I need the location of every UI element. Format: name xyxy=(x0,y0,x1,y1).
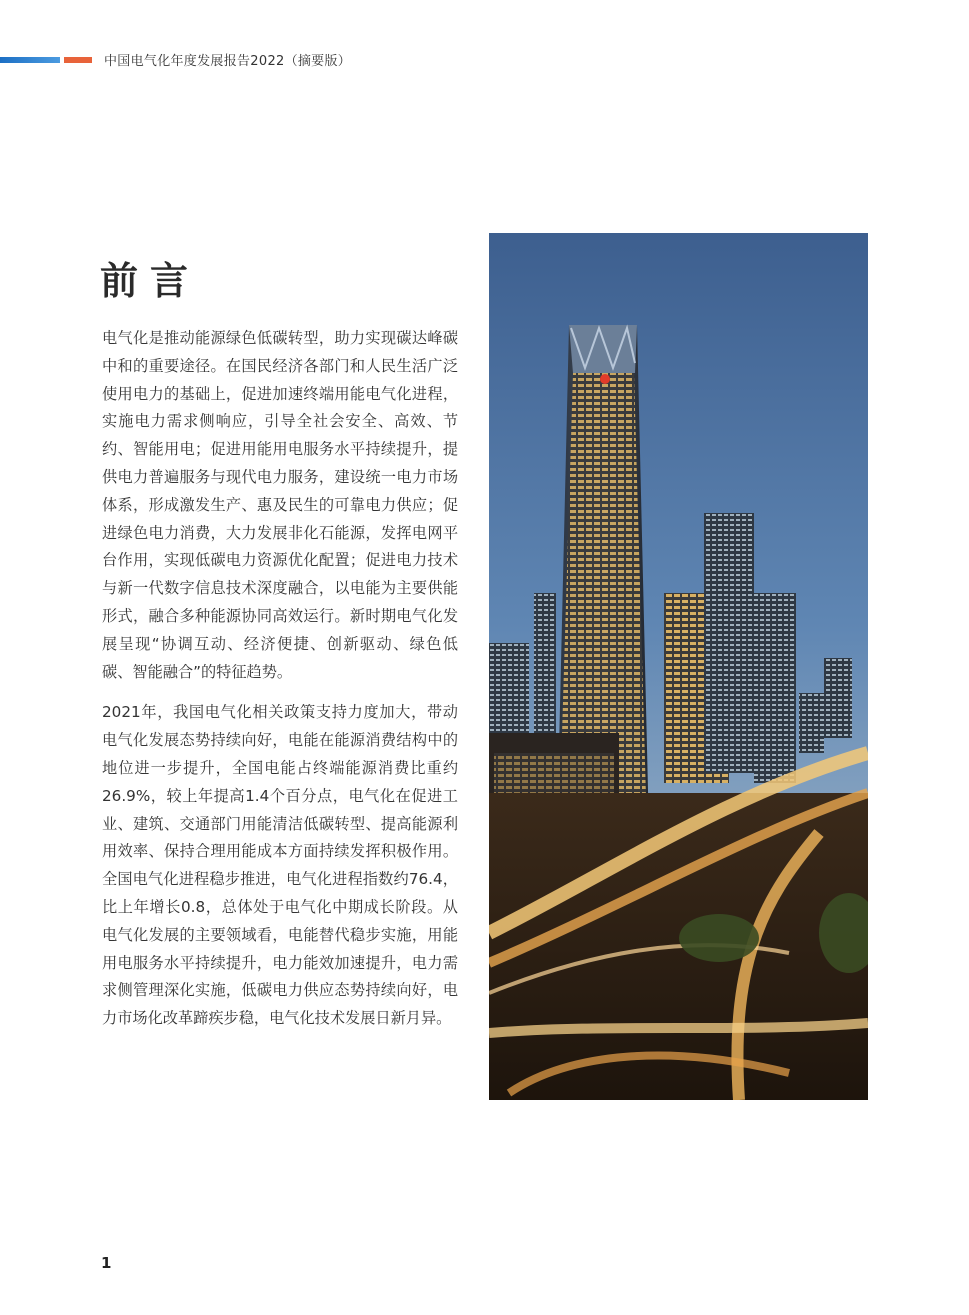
city-night-photo xyxy=(489,233,868,1100)
header-accent-bar-blue xyxy=(0,57,60,63)
body-text xyxy=(102,325,458,1046)
page-heading: 前言 xyxy=(100,259,201,303)
page-number: 1 xyxy=(101,1254,112,1272)
paragraph-2: 2021年，我国电气化相关政策支持力度加大，带动电气化发展态势持续向好，电能在能源消费结构中的地位进一步提升，全国电能占终端能源消费比重约26.9%，较上年提高1.4个百分点，电气化在促进工业、建筑、交通部门用能清洁低碳转型、提高能源利用效率、保持合理用能成本方面持续发挥积极作用。全国电气化进程稳步推进，电气化进程指数约76.4，比上年增长0.8，总体处于电气化中期成长阶段。从电气化发展的主要领域看，电能替代稳步实施，用能用电服务水平持续提升，电力能效加速提升，电力需求侧管理深化实施，低碳电力供应态势持续向好，电力市场化改革蹄疾步稳，电气化技术发展日新月异。 xyxy=(102,703,458,1028)
running-header-title: 中国电气化年度发展报告2022（摘要版） xyxy=(104,54,352,69)
header-accent-bar-orange xyxy=(64,57,92,63)
paragraph-1: 电气化是推动能源绿色低碳转型，助力实现碳达峰碳中和的重要途径。在国民经济各部门和人民生活广泛使用电力的基础上，促进加速终端用能电气化进程，实施电力需求侧响应，引导全社会安全、高效、节约、智能用电；促进用能用电服务水平持续提升，提供电力普遍服务与现代电力服务，建设统一电力市场体系，形成激发生产、惠及民生的可靠电力供应；促进绿色电力消费，大力发展非化石能源，发挥电网平台作用，实现低碳电力资源优化配置；促进电力技术与新一代数字信息技术深度融合，以电能为主要供能形式，融合多种能源协同高效运行。新时期电气化发展呈现“协调互动、经济便捷、创新驱动、绿色低碳、智能融合”的特征趋势。 xyxy=(102,329,458,681)
